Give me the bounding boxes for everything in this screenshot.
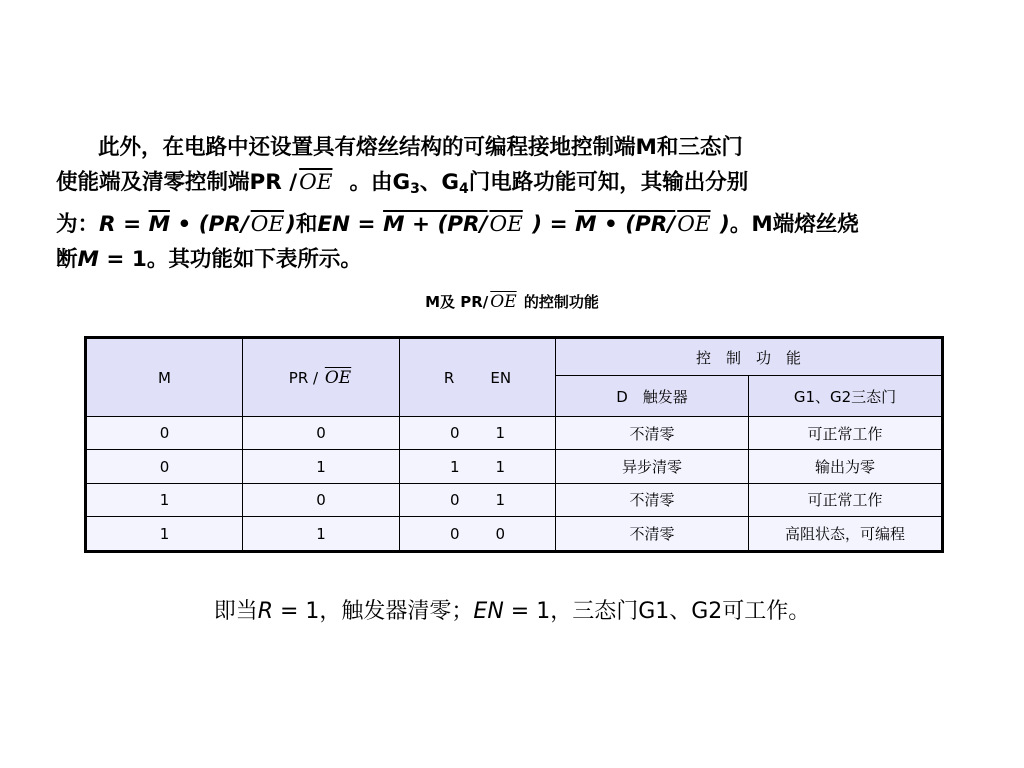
control-function-table [84,336,944,553]
oe-overline-symbol: $\overline{OE}$ [299,170,333,195]
summary-note: 即当R = 1，触发器清零；EN = 1，三态门G1、G2可工作。 [213,599,811,624]
oe-overline-symbol: $\overline{OE}$ [324,367,352,388]
oe-overline-symbol: $\overline{OE}$ [677,212,711,237]
oe-overline-symbol: $\overline{OE}$ [490,292,517,312]
header-m: M [86,338,243,417]
table-caption: M及 PR/ $\overline{OE}$ 的控制功能 [425,292,599,312]
header-pr-oe: PR / $\overline{OE}$ [243,338,400,417]
header-g1-g2-tristate: G1、G2三态门 [749,376,943,417]
paragraph-line-4: 断M = 1。其功能如下表所示。 [56,247,362,272]
paragraph-line-2: 使能端及清零控制端PR $/\overline{OE}$ 。由$G_3$、$G_4$门电路功能可知，其输出分别 [56,170,749,197]
header-control-function: 控 制 功 能 [556,338,943,376]
table-row: 0 0 0 1 不清零 可正常工作 [86,417,943,450]
paragraph-line-1: 此外，在电路中还设置具有熔丝结构的可编程接地控制端M和三态门 [98,135,743,160]
oe-overline-symbol: $\overline{OE}$ [489,212,523,237]
table-row: 1 0 0 1 不清零 可正常工作 [86,483,943,516]
header-r-en: R EN [400,338,556,417]
table-row: 0 1 1 1 异步清零 输出为零 [86,450,943,483]
paragraph-line-3-equations: 为：$R = \overline{M}$ • $(PR/\overline{OE})$和EN = $\overline{M} + (PR/\overline{OE}$ ) = $\overline{M}$ • ($PR/\overline{OE}$ )。M端熔丝烧 [56,212,859,237]
oe-overline-symbol: $\overline{OE}$ [250,212,285,237]
description-paragraph [56,130,956,277]
table-row: 1 1 0 0 不清零 高阻状态，可编程 [86,517,943,552]
header-d-flipflop: D 触发器 [556,376,749,417]
